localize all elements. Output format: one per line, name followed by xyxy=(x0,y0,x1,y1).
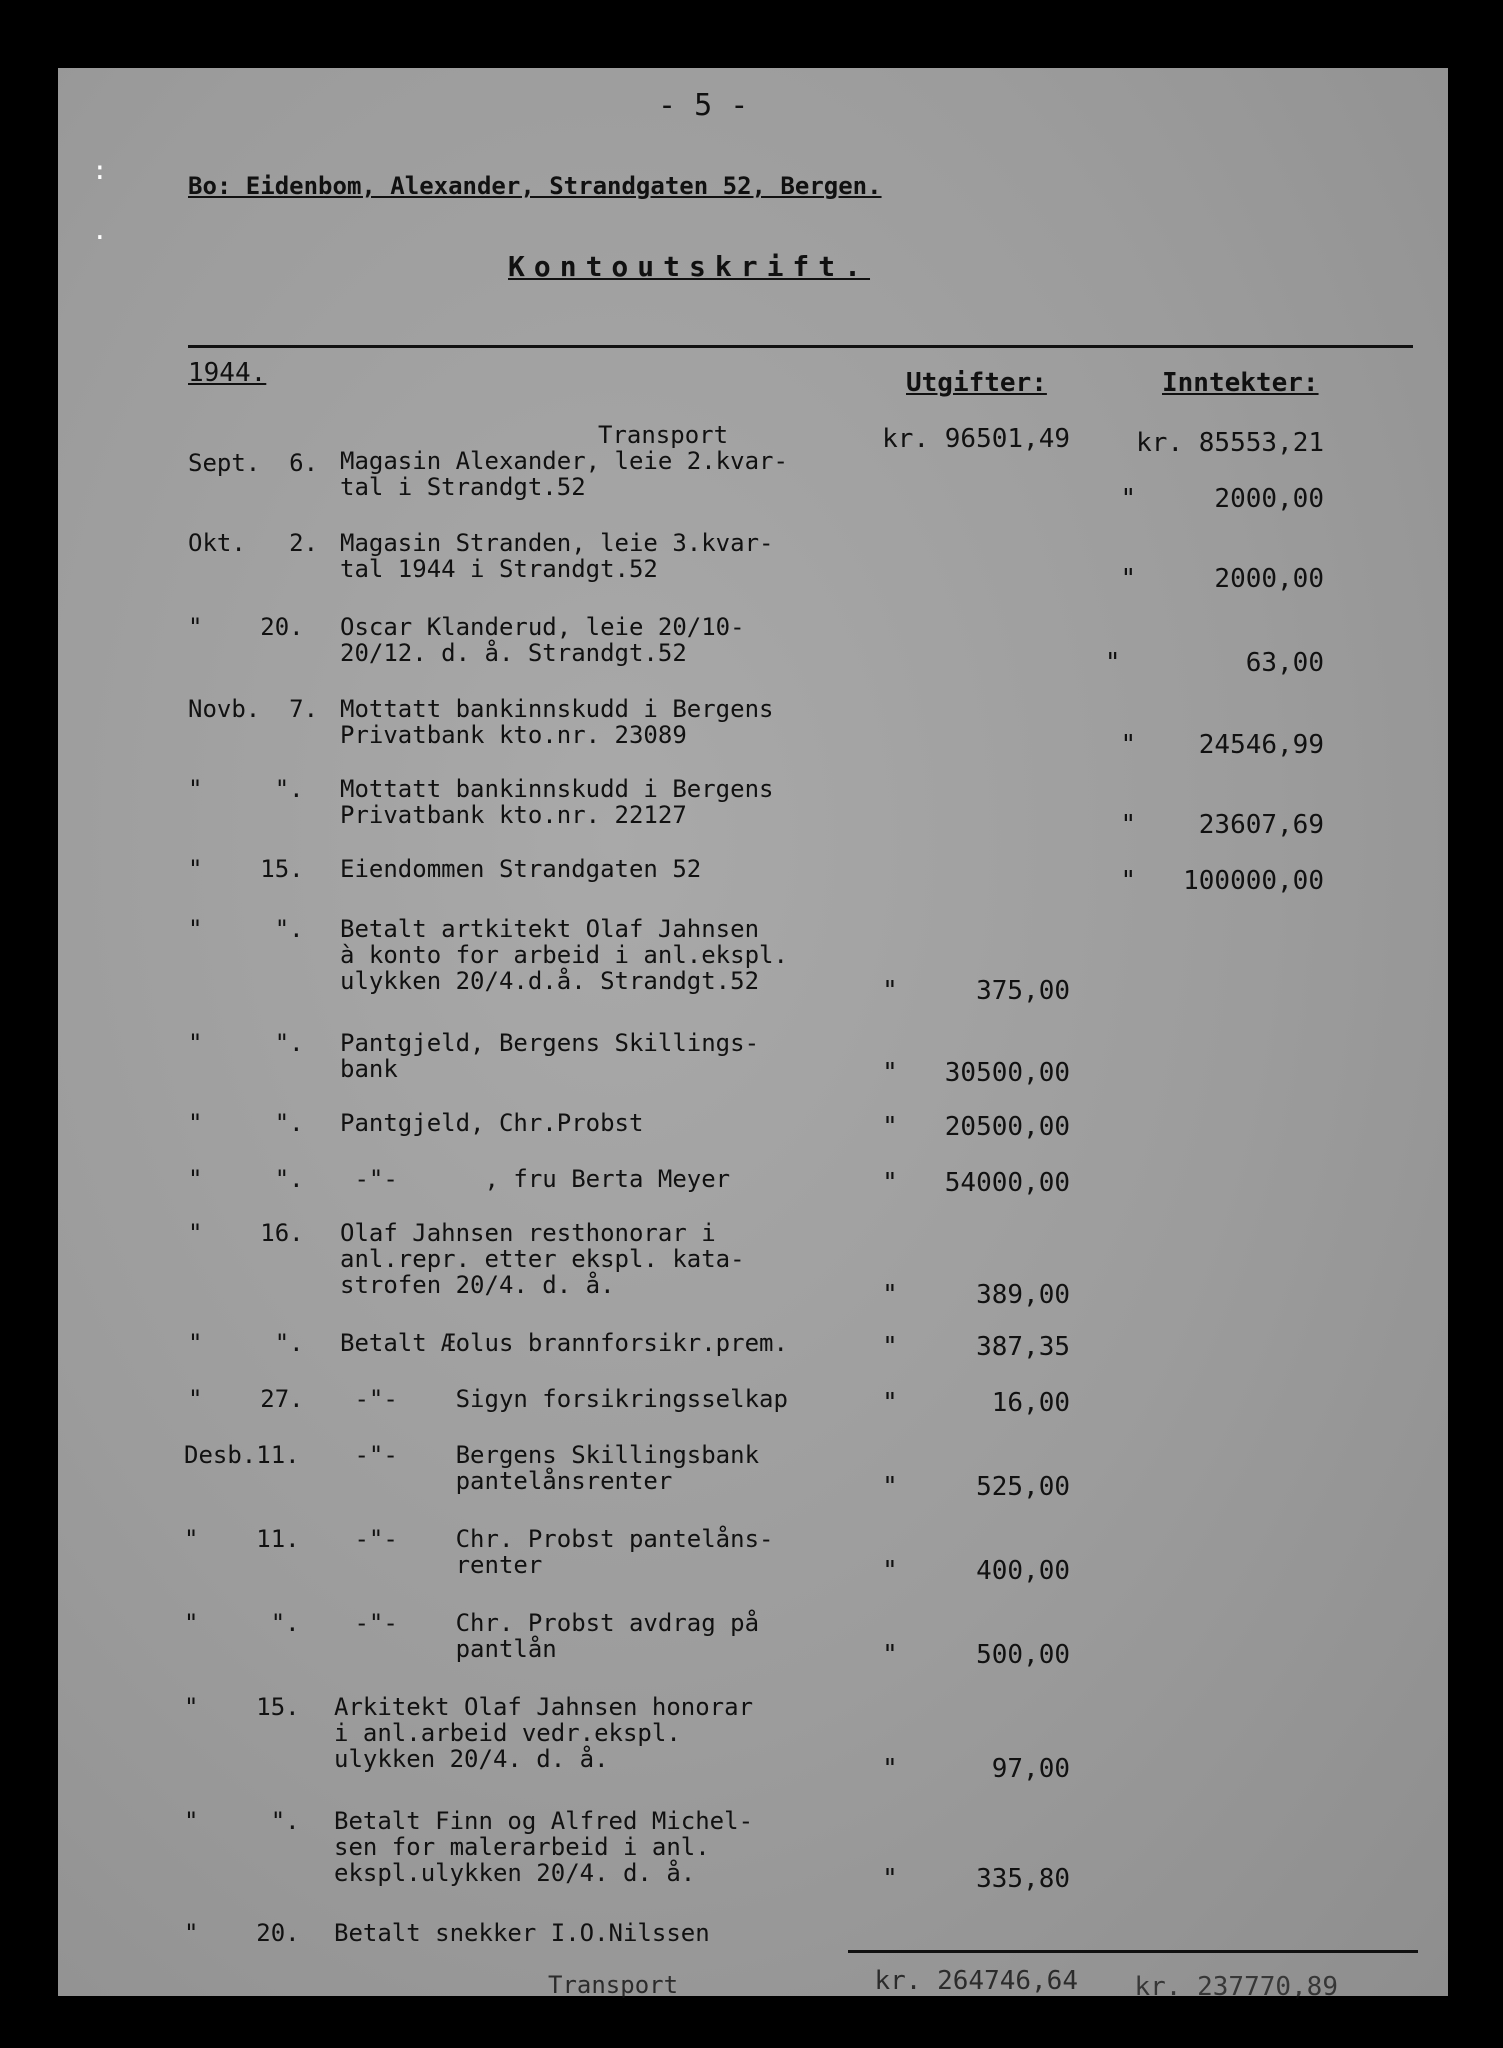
entry-text: Pantgjeld, Bergens Skillings- bank xyxy=(340,1029,760,1083)
margin-mark: . xyxy=(92,216,108,246)
entry-income: " 2000,00 xyxy=(1120,564,1324,594)
entry-date: " 15. xyxy=(188,855,304,883)
entry-expense: " 335,80 xyxy=(882,1864,1070,1894)
entry-expense: " 54000,00 xyxy=(882,1168,1070,1198)
entry-date: " ". xyxy=(188,1029,304,1057)
entry-text: Pantgjeld, Chr.Probst xyxy=(340,1109,644,1137)
entry-expense: " 375,00 xyxy=(882,976,1070,1006)
entry-text: Betalt Æolus brannforsikr.prem. xyxy=(340,1329,788,1357)
entry-expense: " 389,00 xyxy=(882,1280,1070,1310)
entry-date: Novb. 7. xyxy=(188,695,319,723)
entry-date: Sept. 6. xyxy=(188,449,319,477)
transport-in-label: Transport xyxy=(598,421,729,449)
entry-date: " 20. xyxy=(188,613,304,641)
entry-date: " ". xyxy=(184,1807,300,1835)
entry-text: -"- Bergens Skillingsbank pantelånsrenter xyxy=(354,1441,760,1495)
entry-expense: " 97,00 xyxy=(882,1754,1070,1784)
entry-expense: " 387,35 xyxy=(882,1332,1070,1362)
entry-income: " 100000,00 xyxy=(1120,866,1324,896)
entry-text: Betalt Finn og Alfred Michel- sen for malerarbeid i anl. ekspl.ulykken 20/4. d. å. xyxy=(334,1807,754,1887)
entry-text: Betalt snekker I.O.Nilssen xyxy=(334,1919,710,1947)
entry-income: " 63,00 xyxy=(1104,648,1324,678)
header-rule xyxy=(188,345,1413,348)
transport-out-income: kr. 237770,89 xyxy=(1134,1972,1338,2002)
entry-date: " ". xyxy=(188,915,304,943)
entry-text: Oscar Klanderud, leie 20/10- 20/12. d. å. Strandgt.52 xyxy=(340,613,745,667)
entry-income: " 23607,69 xyxy=(1120,810,1324,840)
entry-text: Mottatt bankinnskudd i Bergens Privatbank kto.nr. 22127 xyxy=(340,775,774,829)
entry-date: " ". xyxy=(184,1609,300,1637)
entry-date: " ". xyxy=(188,1329,304,1357)
entry-text: Olaf Jahnsen resthonorar i anl.repr. etter ekspl. kata- strofen 20/4. d. å. xyxy=(340,1219,745,1299)
entry-expense: " 30500,00 xyxy=(882,1058,1070,1088)
entry-expense: " 20500,00 xyxy=(882,1112,1070,1142)
entry-expense: " 16,00 xyxy=(882,1388,1070,1418)
entry-text: Mottatt bankinnskudd i Bergens Privatbank kto.nr. 23089 xyxy=(340,695,774,749)
transport-out-expense: kr. 264746,64 xyxy=(874,1966,1078,1996)
entry-expense: " 525,00 xyxy=(882,1472,1070,1502)
entry-text: -"- Sigyn forsikringsselkap xyxy=(340,1385,788,1413)
entry-date: " 20. xyxy=(184,1919,300,1947)
entry-text: -"- , fru Berta Meyer xyxy=(340,1165,731,1193)
entry-expense: " 500,00 xyxy=(882,1640,1070,1670)
page-number: - 5 - xyxy=(658,88,749,123)
entry-date: " 27. xyxy=(188,1385,304,1413)
entry-date: " 11. xyxy=(184,1525,300,1553)
income-header: Inntekter: xyxy=(1162,368,1319,398)
entry-text: Eiendommen Strandgaten 52 xyxy=(340,855,702,883)
entry-date: " 16. xyxy=(188,1219,304,1247)
entry-text: Arkitekt Olaf Jahnsen honorar i anl.arbeid vedr.ekspl. ulykken 20/4. d. å. xyxy=(334,1693,754,1773)
entry-expense: " 400,00 xyxy=(882,1556,1070,1586)
margin-mark: : xyxy=(92,156,108,186)
document-title: Kontoutskrift. xyxy=(508,250,871,283)
transport-rule xyxy=(848,1950,1418,1953)
entry-date: Okt. 2. xyxy=(188,529,319,557)
expenses-header: Utgifter: xyxy=(906,368,1047,398)
entry-text: Magasin Stranden, leie 3.kvar- tal 1944 i Strandgt.52 xyxy=(340,529,774,583)
entry-income: " 2000,00 xyxy=(1120,484,1324,514)
entry-date: " ". xyxy=(188,1165,304,1193)
transport-in-income: kr. 85553,21 xyxy=(1136,428,1324,458)
entry-date: Desb.11. xyxy=(184,1441,300,1469)
entry-text: Magasin Alexander, leie 2.kvar- tal i Strandgt.52 xyxy=(340,447,788,501)
entry-date: " ". xyxy=(188,1109,304,1137)
entry-text: -"- Chr. Probst avdrag på pantlån xyxy=(354,1609,760,1663)
year-label: 1944. xyxy=(188,358,267,388)
document-page xyxy=(58,68,1448,2002)
entry-date: " 15. xyxy=(184,1693,300,1721)
entry-income: " 24546,99 xyxy=(1120,730,1324,760)
transport-out-label: Transport xyxy=(548,1971,679,1999)
estate-heading: Bo: Eidenbom, Alexander, Strandgaten 52, Bergen. xyxy=(188,172,882,200)
entry-text: Betalt artkitekt Olaf Jahnsen à konto for arbeid i anl.ekspl. ulykken 20/4.d.å. Strandgt.52 xyxy=(340,915,788,995)
entry-text: -"- Chr. Probst pantelåns- renter xyxy=(354,1525,774,1579)
transport-in-expense: kr. 96501,49 xyxy=(882,424,1070,454)
entry-date: " ". xyxy=(188,775,304,803)
